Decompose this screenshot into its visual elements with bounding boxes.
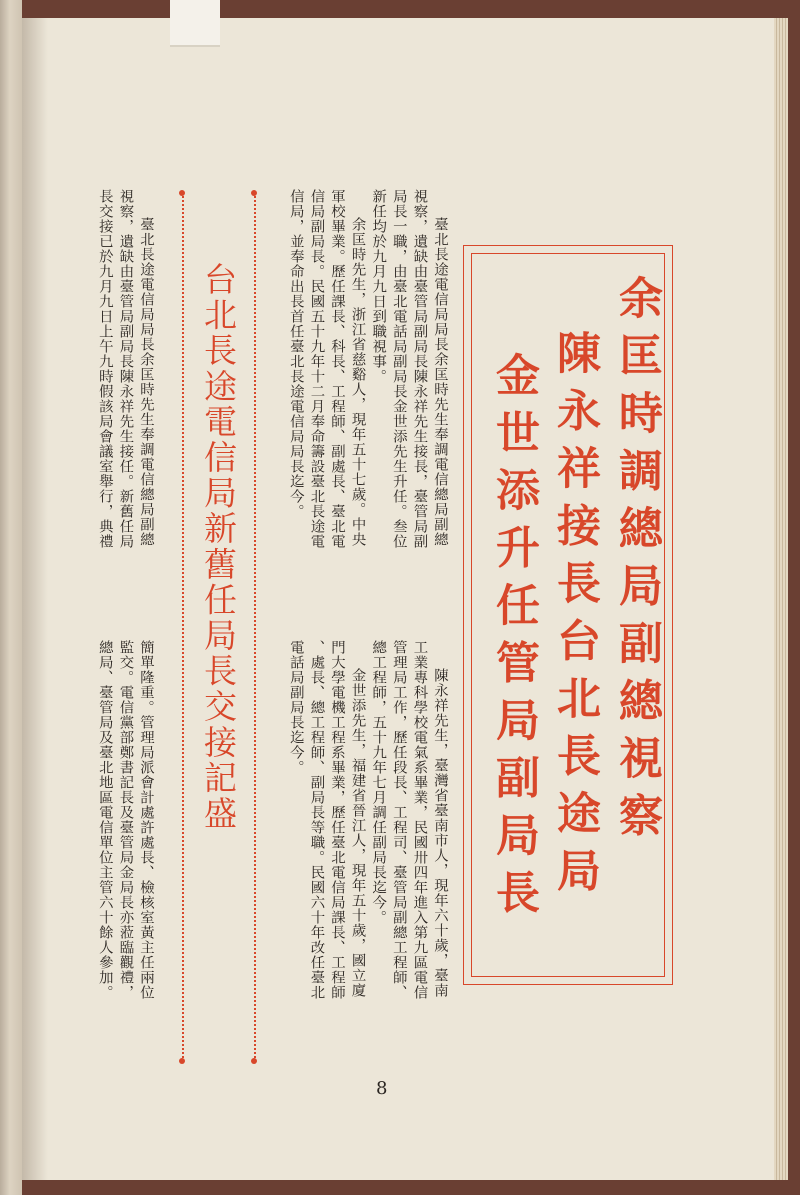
text-column: 門大學電機工程系畢業，歷任臺北電信局課長、工程師 bbox=[329, 640, 345, 1000]
text-column: 視察，遺缺由臺管局副局長陳永祥先生接任。新舊任局 bbox=[117, 189, 134, 549]
text-column: 總局、臺管局及臺北地區電信單位主管六十餘人參加。 bbox=[96, 640, 113, 1000]
text-column: 總工程師，五十九年七月調任副局長迄今。 bbox=[370, 640, 387, 925]
text-column: 局長一職，由臺北電話局副局長金世添先生升任。叁位 bbox=[390, 189, 407, 549]
headline-line-1: 余匡時調總局副總視察 bbox=[611, 275, 662, 850]
text-column: 簡單隆重。管理局派會計處許處長、檢核室黃主任兩位 bbox=[138, 640, 154, 1000]
text-column: 監交。電信黨部鄭書記長及臺管局金局長亦蒞臨觀禮， bbox=[117, 640, 134, 1000]
title-border-dot bbox=[251, 1058, 257, 1064]
text-column: 長交接已於九月九日上午九時假該局會議室舉行，典禮 bbox=[96, 189, 113, 549]
headline-line-3: 金世添升任管局副局長 bbox=[488, 352, 539, 927]
text-column: 工業專科學校電氣系畢業，民國卅四年進入第九區電信 bbox=[411, 640, 428, 1000]
text-column: 電話局副局長迄今。 bbox=[287, 640, 304, 775]
title-border-right bbox=[254, 192, 256, 1062]
title-border-dot bbox=[179, 1058, 185, 1064]
text-column: 臺北長途電信局局長余匡時先生奉調電信總局副總 bbox=[432, 217, 448, 547]
title-border-dot bbox=[179, 190, 185, 196]
text-column: 陳永祥先生，臺灣省臺南市人，現年六十歲，臺南 bbox=[432, 668, 448, 998]
left-page-edge bbox=[0, 0, 22, 1195]
page-stack-edge bbox=[774, 18, 788, 1180]
text-column: 軍校畢業。歷任課長、科長、工程師、副處長、臺北電 bbox=[329, 189, 345, 549]
text-column: 金世添先生，福建省晉江人，現年五十歲，國立廈 bbox=[349, 668, 366, 998]
text-column: 視察，遺缺由臺管局副局長陳永祥先生接長，臺管局副 bbox=[411, 189, 428, 549]
headline-line-2: 陳永祥接長台北長途局 bbox=[549, 330, 600, 905]
title-border-left bbox=[182, 192, 184, 1062]
text-column: 余匡時先生，浙江省慈谿人，現年五十七歲。中央 bbox=[349, 217, 366, 547]
text-column: 信局副局長。民國五十九年十二月奉命籌設臺北長途電 bbox=[308, 189, 325, 549]
title-border-dot bbox=[251, 190, 257, 196]
binding-gutter bbox=[22, 18, 48, 1180]
text-column: 、處長、總工程師、副局長等職。民國六十年改任臺北 bbox=[308, 640, 325, 1000]
article-title: 台北長途電信局新舊任局長交接記盛 bbox=[199, 262, 238, 832]
page-number: 8 bbox=[376, 1078, 388, 1099]
binding-tape bbox=[170, 0, 220, 47]
text-column: 信局，並奉命出長首任臺北長途電信局局長迄今。 bbox=[287, 189, 304, 519]
text-column: 新任均於九月九日到職視事。 bbox=[370, 189, 387, 384]
text-column: 臺北長途電信局局長余匡時先生奉調電信總局副總 bbox=[138, 217, 154, 547]
text-column: 管理局工作，歷任段長、工程司、臺管局副總工程師、 bbox=[390, 640, 407, 1000]
